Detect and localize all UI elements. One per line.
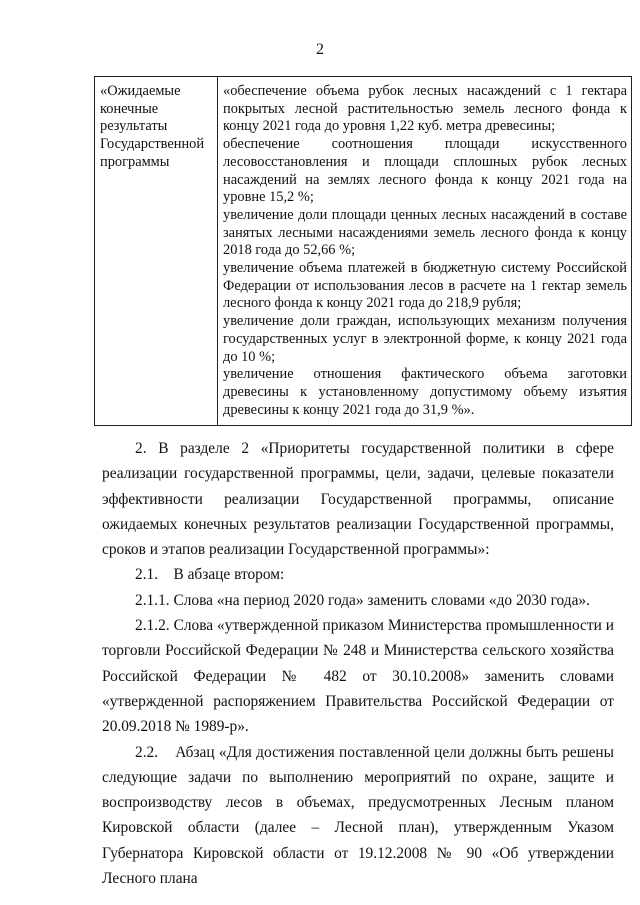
table-label-cell: «Ожидаемые конечные результаты Государственной программы (95, 77, 218, 426)
paragraph: 2. В разделе 2 «Приоритеты государственной политики в сфере реализации государственной программы, цели, задачи, целевые показатели эффективности реализации Государственной программы, описание ожидаемых конечных результатов реализации Государственной программы, сроков и этапов реализации Государственной программы»: (102, 440, 614, 559)
page-number: 2 (316, 41, 324, 58)
result-item: увеличение объема платежей в бюджетную систему Российской Федерации от использования лесов в расчете на 1 гектар земель лесного фонда к концу 2021 года до 218,9 рубля; (223, 260, 627, 312)
paragraph: 2.1. В абзаце втором: (135, 566, 285, 584)
result-item: обеспечение соотношения площади искусственного лесовосстановления и площади сплошных рубок лесных насаждений на землях лесного фонда к концу 2021 года на уровне 15,2 %; (223, 136, 627, 206)
result-item: «обеспечение объема рубок лесных насаждений с 1 гектара покрытых лесной растительностью земель лесного фонда к концу 2021 года до уровня 1,22 куб. метра древесины; (223, 83, 627, 135)
table-value-cell (218, 77, 632, 426)
paragraph: 2.1.2. Слова «утвержденной приказом Министерства промышленности и торговли Российской Федерации № 248 и Министерства сельского хозяйства Российской Федерации № 482 от 30.10.2008» заменить словами «утвержденной распоряжением Правительства Российской Федерации от 20.09.2018 № 1989-р». (102, 617, 614, 736)
table-row (95, 77, 632, 426)
document-body (102, 436, 618, 891)
paragraph: 2.2. Абзац «Для достижения поставленной цели должны быть решены следующие задачи по выполнению мероприятий по охране, защите и воспроизводству лесов в объемах, предусмотренных Лесным планом Кировской области (далее – Лесной план), утвержденным Указом Губернатора Кировской области от 19.12.2008 № 90 «Об утверждении Лесного плана (102, 743, 618, 888)
paragraph: 2.1.1. Слова «на период 2020 года» заменить словами «до 2030 года». (135, 591, 590, 609)
result-item: увеличение отношения фактического объема заготовки древесины к установленному допустимому объему изъятия древесины к концу 2021 года до 31,9 %». (223, 366, 627, 418)
result-item: увеличение доли граждан, использующих механизм получения государственных услуг в электронной форме, к концу 2021 года до 10 %; (223, 313, 627, 365)
program-results-table (94, 76, 632, 426)
result-item: увеличение доли площади ценных лесных насаждений в составе занятых лесными насаждениями земель лесного фонда к концу 2018 года до 52,66 %; (223, 206, 627, 259)
